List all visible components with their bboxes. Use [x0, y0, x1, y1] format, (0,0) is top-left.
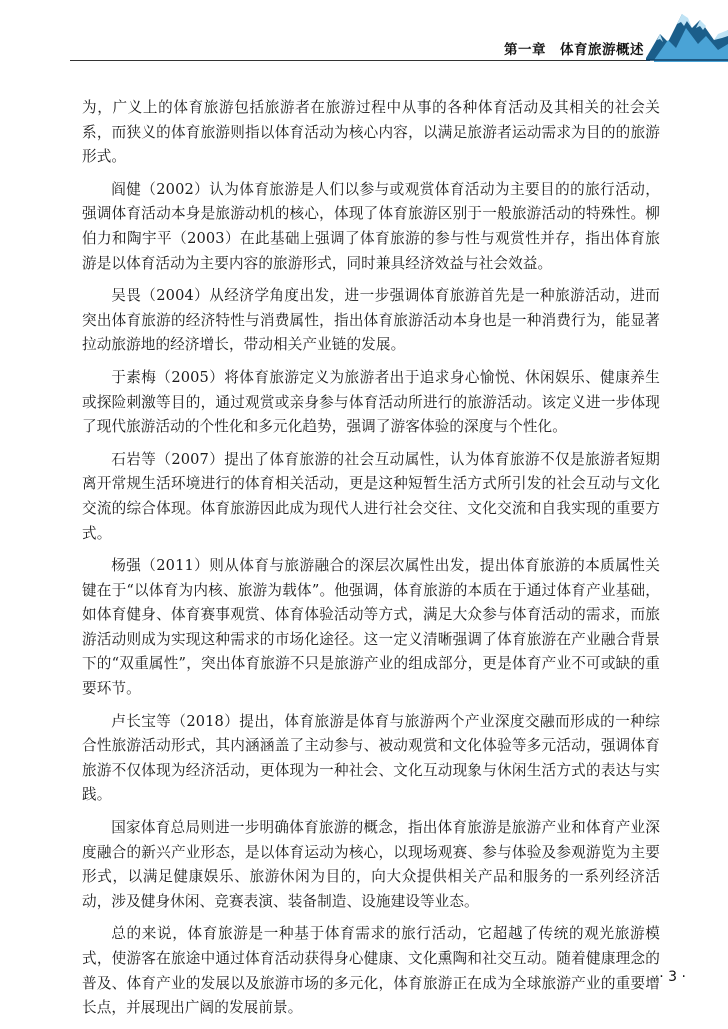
paragraph: 于素梅（2005）将体育旅游定义为旅游者出于追求身心愉悦、休闲娱乐、健康养生或探险刺激等目的，通过观赏或亲身参与体育活动所进行的旅游活动。该定义进一步体现了现代旅游活动的个性化和多元化趋势，强调了游客体验的深度与个性化。 — [82, 368, 660, 436]
page-number: · 3 · — [659, 969, 686, 985]
mountain-peaks-icon — [646, 0, 728, 64]
body-text — [82, 96, 660, 1029]
paragraph: 国家体育总局则进一步明确体育旅游的概念，指出体育旅游是旅游产业和体育产业深度融合的新兴产业形态，是以体育运动为核心，以现场观赛、参与体验及参观游览为主要形式，以满足健康娱乐、旅游休闲为目的，向大众提供相关产品和服务的一系列经济活动，涉及健身休闲、竞赛表演、装备制造、设施建设等业态。 — [82, 819, 660, 910]
header-divider — [70, 60, 650, 61]
paragraph: 总的来说，体育旅游是一种基于体育需求的旅行活动，它超越了传统的观光旅游模式，使游客在旅途中通过体育活动获得身心健康、文化熏陶和社交互动。随着健康理念的普及、体育产业的发展以及旅游市场的多元化，体育旅游正在成为全球旅游产业的重要增长点，并展现出广阔的发展前景。 — [82, 925, 660, 1017]
paragraph: 石岩等（2007）提出了体育旅游的社会互动属性，认为体育旅游不仅是旅游者短期离开常规生活环境进行的体育相关活动，更是这种短暂生活方式所引发的社会互动与文化交流的综合体现。体育旅游因此成为现代人进行社会交往、文化交流和自我实现的重要方式。 — [82, 450, 660, 542]
paragraph: 卢长宝等（2018）提出，体育旅游是体育与旅游两个产业深度交融而形成的一种综合性旅游活动形式，其内涵涵盖了主动参与、被动观赏和文化体验等多元活动，强调体育旅游不仅体现为经济活动，更体现为一种社会、文化互动现象与休闲生活方式的表达与实践。 — [82, 712, 660, 804]
paragraph: 杨强（2011）则从体育与旅游融合的深层次属性出发，提出体育旅游的本质属性关键在于“以体育为内核、旅游为载体”。他强调，体育旅游的本质在于通过体育产业基础，如体育健身、体育赛事观赏、体育体验活动等方式，满足大众参与体育活动的需求，而旅游活动则成为实现这种需求的市场化途径。这一定义清晰强调了体育旅游在产业融合背景下的“双重属性”，突出体育旅游不只是旅游产业的组成部分，更是体育产业不可或缺的重要环节。 — [82, 557, 660, 698]
chapter-title: 第一章 体育旅游概述 — [504, 42, 644, 58]
page-header — [0, 0, 728, 66]
paragraph: 为，广义上的体育旅游包括旅游者在旅游过程中从事的各种体育活动及其相关的社会关系，而狭义的体育旅游则指以体育活动为核心内容，以满足旅游者运动需求为目的的旅游形式。 — [82, 99, 660, 166]
paragraph: 阎健（2002）认为体育旅游是人们以参与或观赏体育活动为主要目的的旅行活动，强调体育活动本身是旅游动机的核心，体现了体育旅游区别于一般旅游活动的特殊性。柳伯力和陶宇平（2003）在此基础上强调了体育旅游的参与性与观赏性并存，指出体育旅游是以体育活动为主要内容的旅游形式，同时兼具经济效益与社会效益。 — [82, 180, 660, 272]
paragraph: 吴畏（2004）从经济学角度出发，进一步强调体育旅游首先是一种旅游活动，进而突出体育旅游的经济特性与消费属性，指出体育旅游活动本身也是一种消费行为，能显著拉动旅游地的经济增长，带动相关产业链的发展。 — [82, 287, 660, 354]
